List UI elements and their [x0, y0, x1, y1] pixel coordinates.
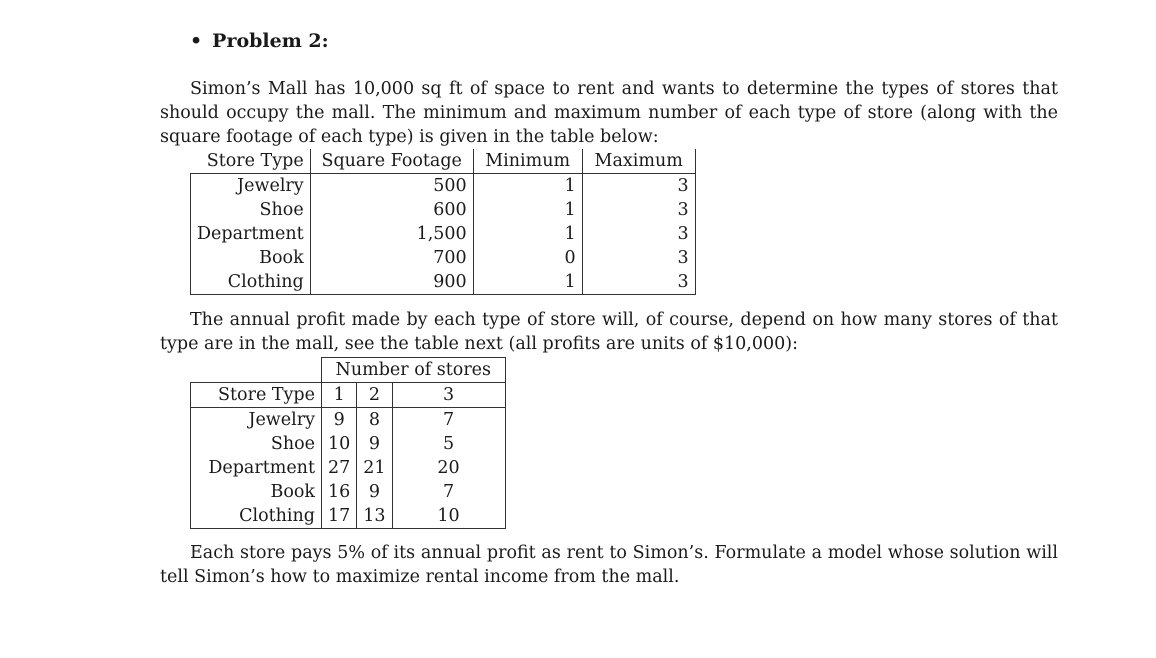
profit-cell: 21: [357, 456, 392, 480]
header-count-3: 3: [392, 383, 505, 408]
intro-paragraph: Simon’s Mall has 10,000 sq ft of space to rent and wants to determine the types of stores that should occupy the mall. The minimum and maximum number of each type of store (along with the square footage of each type) is given in the table below:: [160, 79, 1058, 147]
store-type-cell: Clothing: [191, 270, 311, 295]
profit-table: [190, 357, 506, 529]
store-type-cell: Book: [191, 246, 311, 270]
group-header-row: [191, 358, 506, 383]
maximum-cell: 3: [582, 222, 695, 246]
table-row: [191, 408, 506, 433]
square-footage-cell: 500: [310, 174, 473, 199]
maximum-cell: 3: [582, 246, 695, 270]
profit-cell: 10: [392, 504, 505, 529]
table-header-row: [191, 149, 696, 174]
profit-cell: 16: [322, 480, 357, 504]
square-footage-cell: 900: [310, 270, 473, 295]
table-header-row: [191, 383, 506, 408]
profit-cell: 9: [357, 432, 392, 456]
profit-cell: 27: [322, 456, 357, 480]
profit-cell: 9: [357, 480, 392, 504]
header-square-footage: Square Footage: [310, 149, 473, 174]
profit-cell: 8: [357, 408, 392, 433]
profit-cell: 7: [392, 480, 505, 504]
table-row: [191, 246, 696, 270]
header-store-type: Store Type: [191, 149, 311, 174]
table-row: [191, 222, 696, 246]
profit-cell: 10: [322, 432, 357, 456]
minimum-cell: 1: [473, 198, 582, 222]
maximum-cell: 3: [582, 270, 695, 295]
store-type-cell: Jewelry: [191, 408, 322, 433]
header-store-type: Store Type: [191, 383, 322, 408]
store-requirements-table: [190, 149, 696, 295]
store-type-cell: Clothing: [191, 504, 322, 529]
profit-cell: 13: [357, 504, 392, 529]
table-row: [191, 480, 506, 504]
minimum-cell: 1: [473, 270, 582, 295]
store-type-cell: Jewelry: [191, 174, 311, 199]
number-of-stores-header: Number of stores: [322, 358, 506, 383]
table-row: [191, 456, 506, 480]
header-minimum: Minimum: [473, 149, 582, 174]
profit-cell: 9: [322, 408, 357, 433]
minimum-cell: 1: [473, 174, 582, 199]
profit-cell: 7: [392, 408, 505, 433]
profit-cell: 20: [392, 456, 505, 480]
table-row: [191, 432, 506, 456]
square-footage-cell: 600: [310, 198, 473, 222]
maximum-cell: 3: [582, 198, 695, 222]
store-type-cell: Book: [191, 480, 322, 504]
problem-heading: [190, 30, 329, 52]
store-type-cell: Shoe: [191, 432, 322, 456]
profit-cell: 17: [322, 504, 357, 529]
store-type-cell: Department: [191, 456, 322, 480]
store-type-cell: Department: [191, 222, 311, 246]
store-type-cell: Shoe: [191, 198, 311, 222]
header-maximum: Maximum: [582, 149, 695, 174]
task-paragraph: Each store pays 5% of its annual profit as rent to Simon’s. Formulate a model whose solution will tell Simon’s how to maximize rental income from the mall.: [160, 543, 1058, 587]
minimum-cell: 1: [473, 222, 582, 246]
table-row: [191, 174, 696, 199]
header-count-1: 1: [322, 383, 357, 408]
square-footage-cell: 700: [310, 246, 473, 270]
problem-title: Problem 2:: [212, 30, 329, 52]
header-count-2: 2: [357, 383, 392, 408]
minimum-cell: 0: [473, 246, 582, 270]
profit-paragraph: The annual profit made by each type of store will, of course, depend on how many stores of that type are in the mall, see the table next (all profits are units of $10,000):: [160, 310, 1058, 354]
table-row: [191, 270, 696, 295]
table-row: [191, 504, 506, 529]
bullet-icon: •: [190, 30, 203, 52]
maximum-cell: 3: [582, 174, 695, 199]
square-footage-cell: 1,500: [310, 222, 473, 246]
table-row: [191, 198, 696, 222]
profit-cell: 5: [392, 432, 505, 456]
